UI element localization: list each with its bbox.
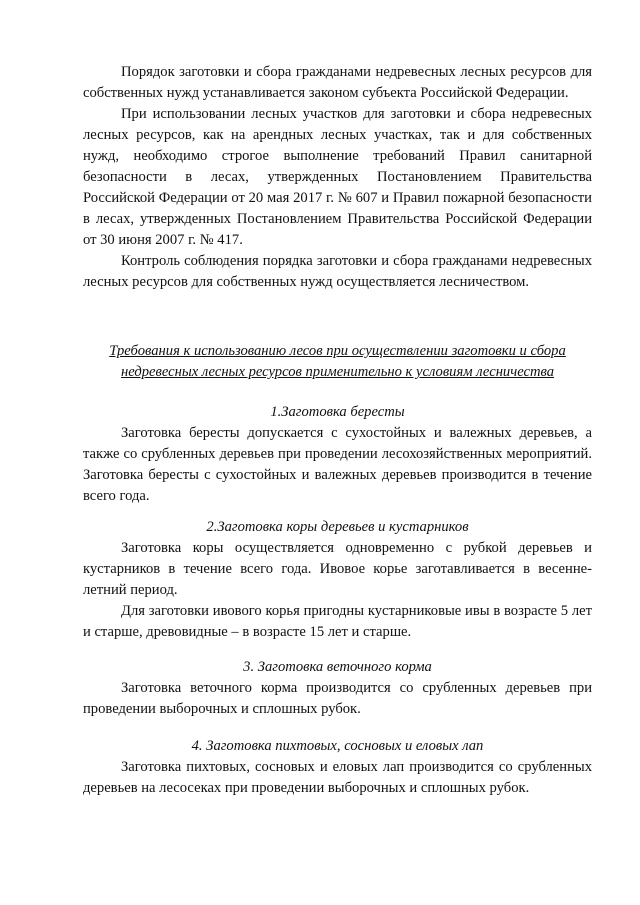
section-title: 1.Заготовка бересты [270, 404, 405, 420]
requirements-heading [83, 341, 592, 383]
requirements-heading-line-1: Требования к использованию лесов при осуществлении заготовки и сбора [109, 343, 566, 359]
section-title: 4. Заготовка пихтовых, сосновых и еловых лап [191, 738, 484, 754]
requirements-heading-line-2: недревесных лесных ресурсов применительно к условиям лесничества [120, 364, 555, 380]
section-conifer-branches [83, 736, 592, 799]
section-title: 3. Заготовка веточного корма [243, 659, 432, 675]
section-paragraph: Заготовка пихтовых, сосновых и еловых лап производится со срубленных деревьев на лесосеках при проведении выборочных и сплошных рубок. [83, 759, 592, 796]
section-birch-bark [83, 402, 592, 507]
section-branch-feed [83, 657, 592, 720]
intro-paragraph-1: Порядок заготовки и сбора гражданами недревесных лесных ресурсов для собственных нужд устанавливается законом субъекта Российской Федерации. [83, 64, 592, 101]
section-paragraph: Для заготовки ивового корья пригодны кустарниковые ивы в возрасте 5 лет и старше, древовидные – в возрасте 15 лет и старше. [83, 603, 592, 640]
section-paragraph: Заготовка коры осуществляется одновременно с рубкой деревьев и кустарников в течение всего года. Ивовое корье заготавливается в весенне-летний период. [83, 540, 592, 598]
intro-paragraph-3: Контроль соблюдения порядка заготовки и сбора гражданами недревесных лесных ресурсов для собственных нужд осуществляется лесничеством. [83, 253, 592, 290]
section-title: 2.Заготовка коры деревьев и кустарников [206, 519, 469, 535]
section-paragraph: Заготовка бересты допускается с сухостойных и валежных деревьев, а также со срубленных деревьев при проведении лесохозяйственных мероприятий. Заготовка бересты с сухостойных и валежных деревьев производится в течение всего года. [83, 425, 592, 504]
intro-paragraph-2: При использовании лесных участков для заготовки и сбора недревесных лесных ресурсов, как на арендных лесных участках, так и для собственных нужд, необходимо строгое выполнение требований Правил санитарной безопасности в лесах, утвержденных Постановлением Правительства Российской Федерации от 20 мая 2017 г. № 607 и Правил пожарной безопасности в лесах, утвержденных Постановлением Правительства Российской Федерации от 30 июня 2007 г. № 417. [83, 106, 592, 248]
section-paragraph: Заготовка веточного корма производится со срубленных деревьев при проведении выборочных и сплошных рубок. [83, 680, 592, 717]
intro-section [83, 62, 592, 293]
section-tree-bark [83, 517, 592, 643]
